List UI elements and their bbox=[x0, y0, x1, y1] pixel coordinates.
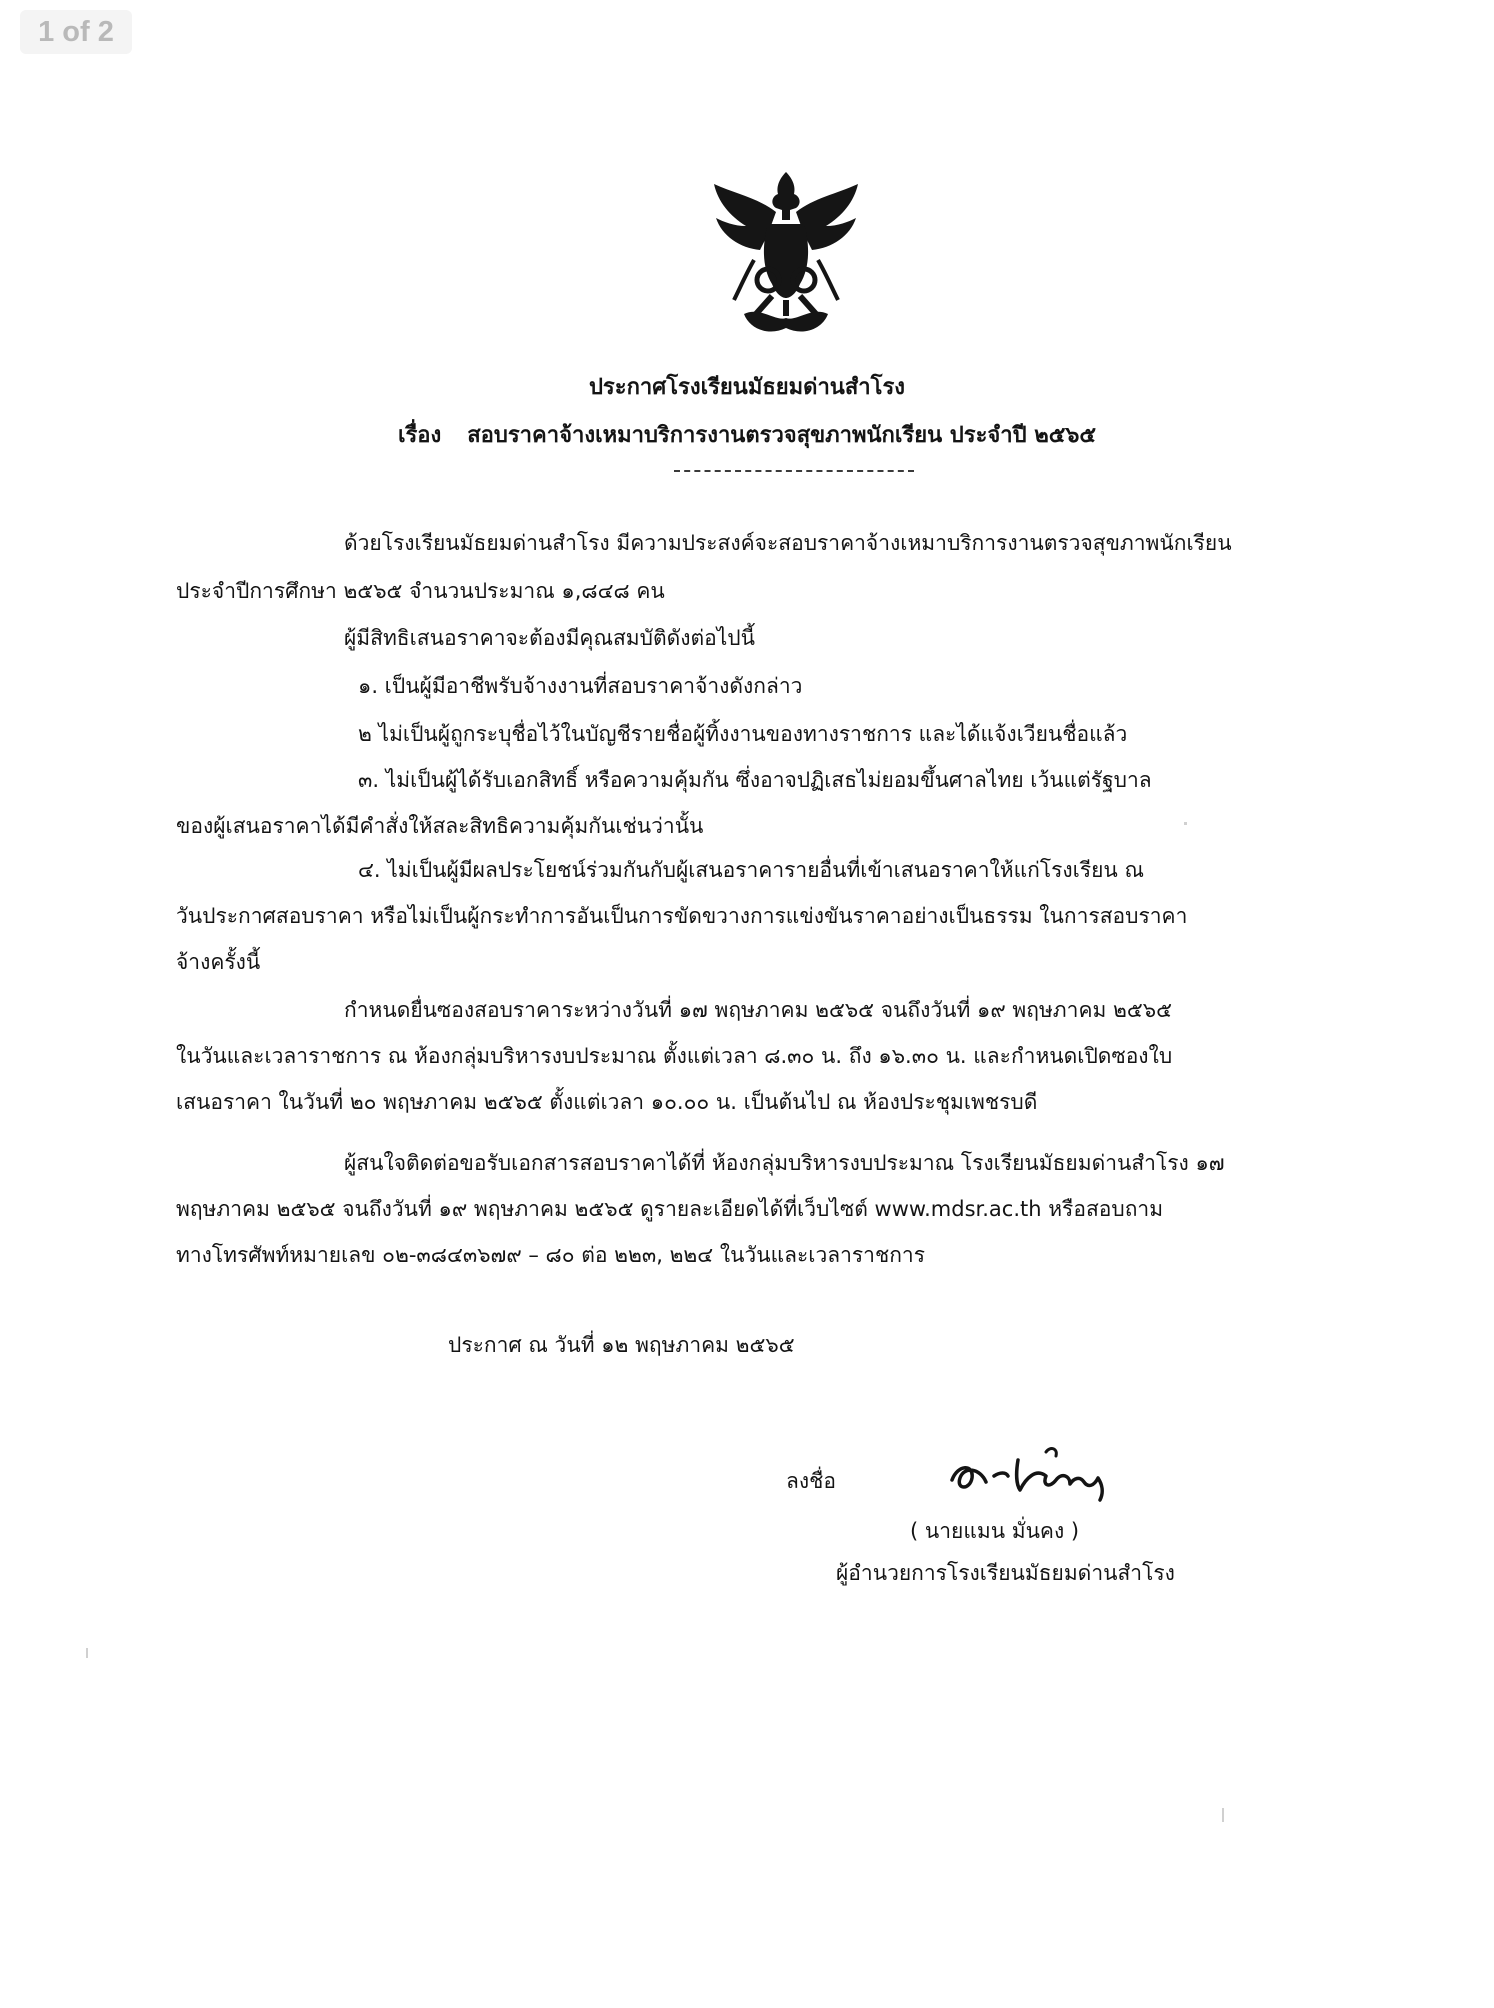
announcement-date: ประกาศ ณ วันที่ ๑๒ พฤษภาคม ๒๕๖๕ bbox=[448, 1333, 795, 1357]
scan-speck bbox=[1222, 1808, 1224, 1822]
schedule-line-2: ในวันและเวลาราชการ ณ ห้องกลุ่มบริหารงบประมาณ ตั้งแต่เวลา ๘.๓๐ น. ถึง ๑๖.๓๐ น. และกำหนดเปิดซองใบ bbox=[176, 1044, 1173, 1068]
signatory-name: ( นายแมน มั่นคง ) bbox=[910, 1519, 1080, 1543]
announcement-subject bbox=[0, 417, 1494, 452]
qualification-4-line-1: ๔. ไม่เป็นผู้มีผลประโยชน์ร่วมกันกับผู้เสนอราคารายอื่นที่เข้าเสนอราคาให้แก่โรงเรียน ณ bbox=[358, 858, 1144, 882]
contact-line-1: ผู้สนใจติดต่อขอรับเอกสารสอบราคาได้ที่ ห้องกลุ่มบริหารงบประมาณ โรงเรียนมัธยมด่านสำโรง ๑๗ bbox=[344, 1151, 1225, 1175]
qualification-4-line-3: จ้างครั้งนี้ bbox=[176, 950, 261, 974]
qualification-4-line-2: วันประกาศสอบราคา หรือไม่เป็นผู้กระทำการอันเป็นการขัดขวางการแข่งขันราคาอย่างเป็นธรรม ในการสอบราคา bbox=[176, 904, 1188, 928]
contact-line-3: ทางโทรศัพท์หมายเลข ๐๒-๓๘๔๓๖๗๙ – ๘๐ ต่อ ๒๒๓, ๒๒๔ ในวันและเวลาราชการ bbox=[176, 1243, 926, 1267]
scan-speck bbox=[86, 1648, 88, 1658]
intro-line-2: ประจำปีการศึกษา ๒๕๖๕ จำนวนประมาณ ๑,๘๔๘ คน bbox=[176, 579, 665, 603]
schedule-line-3: เสนอราคา ในวันที่ ๒๐ พฤษภาคม ๒๕๖๕ ตั้งแต่เวลา ๑๐.๐๐ น. เป็นต้นไป ณ ห้องประชุมเพชรบดี bbox=[176, 1090, 1038, 1114]
intro-line-1: ด้วยโรงเรียนมัธยมด่านสำโรง มีความประสงค์จะสอบราคาจ้างเหมาบริการงานตรวจสุขภาพนักเรียน bbox=[344, 531, 1232, 555]
qualification-2: ๒ ไม่เป็นผู้ถูกระบุชื่อไว้ในบัญชีรายชื่อผู้ทิ้งงานของทางราชการ และได้แจ้งเวียนชื่อแล้ว bbox=[358, 722, 1128, 746]
title-divider bbox=[674, 470, 914, 472]
qualification-1: ๑. เป็นผู้มีอาชีพรับจ้างงานที่สอบราคาจ้างดังกล่าว bbox=[358, 674, 803, 698]
announcement-title: ประกาศโรงเรียนมัธยมด่านสำโรง bbox=[588, 375, 906, 400]
subject-label: เรื่อง bbox=[397, 423, 442, 448]
signatory-position: ผู้อำนวยการโรงเรียนมัธยมด่านสำโรง bbox=[836, 1561, 1175, 1585]
contact-line-2: พฤษภาคม ๒๕๖๕ จนถึงวันที่ ๑๙ พฤษภาคม ๒๕๖๕ ดูรายละเอียดได้ที่เว็บไซต์ www.mdsr.ac.th หรือสอบถาม bbox=[176, 1197, 1164, 1221]
subject-text: สอบราคาจ้างเหมาบริการงานตรวจสุขภาพนักเรียน ประจำปี ๒๕๖๕ bbox=[467, 423, 1097, 448]
scan-speck bbox=[1184, 822, 1187, 825]
qualification-3-line-1: ๓. ไม่เป็นผู้ได้รับเอกสิทธิ์ หรือความคุ้มกัน ซึ่งอาจปฏิเสธไม่ยอมขึ้นศาลไทย เว้นแต่รัฐบาล bbox=[358, 768, 1152, 792]
page-indicator: 1 of 2 bbox=[20, 10, 132, 54]
qualification-3-line-2: ของผู้เสนอราคาได้มีคำสั่งให้สละสิทธิความคุ้มกันเช่นว่านั้น bbox=[176, 814, 704, 838]
garuda-emblem-icon bbox=[706, 164, 866, 340]
signature-label: ลงชื่อ bbox=[786, 1469, 836, 1493]
qualifications-heading: ผู้มีสิทธิเสนอราคาจะต้องมีคุณสมบัติดังต่อไปนี้ bbox=[344, 626, 755, 650]
schedule-line-1: กำหนดยื่นซองสอบราคาระหว่างวันที่ ๑๗ พฤษภาคม ๒๕๖๕ จนถึงวันที่ ๑๙ พฤษภาคม ๒๕๖๕ bbox=[344, 998, 1172, 1022]
handwritten-signature bbox=[946, 1442, 1126, 1508]
